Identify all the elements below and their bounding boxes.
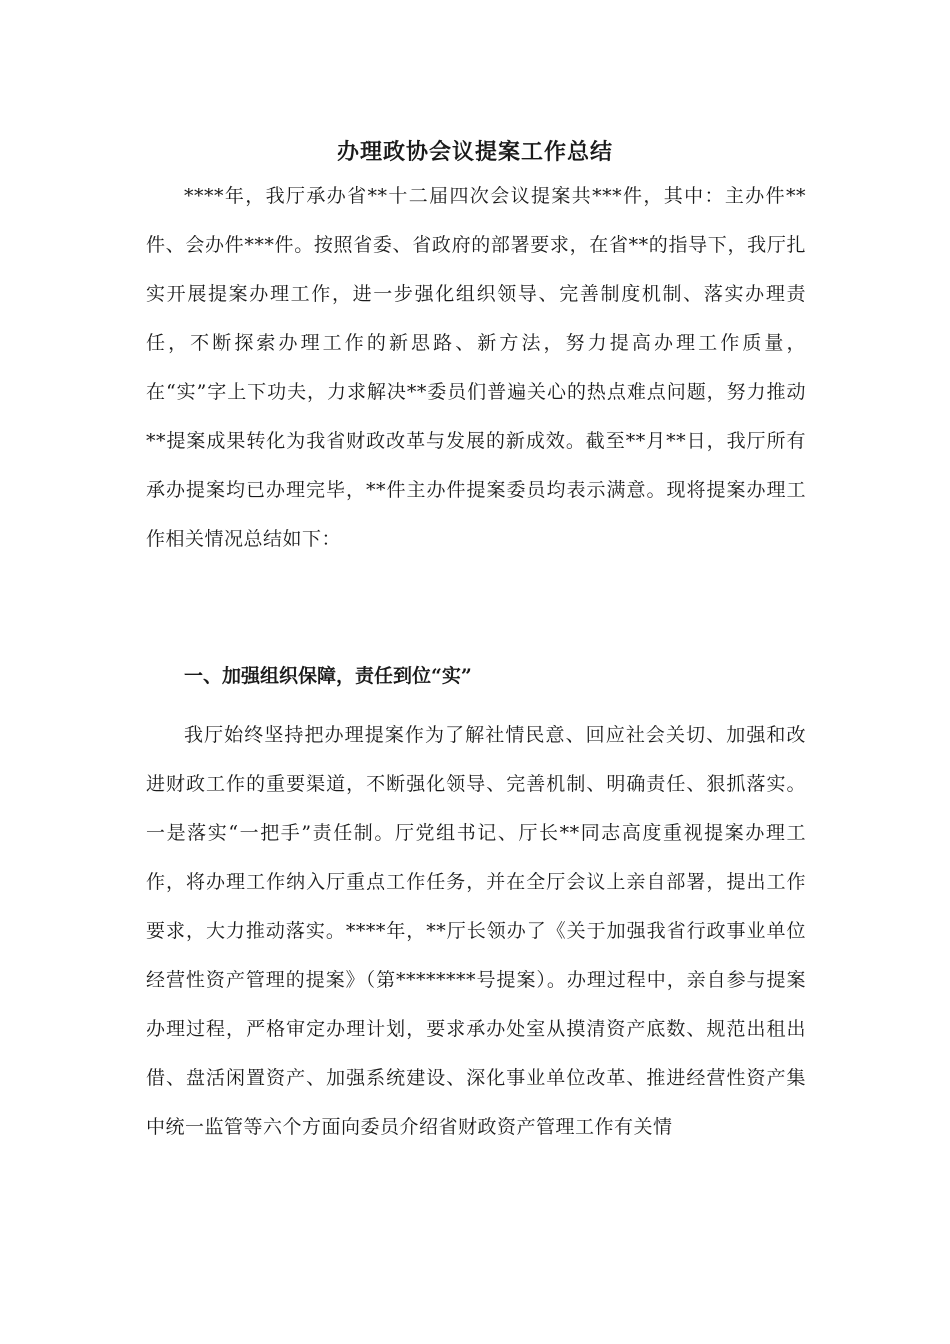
section-1-paragraph: 我厅始终坚持把办理提案作为了解社情民意、回应社会关切、加强和改进财政工作的重要渠道，不断强化领导、完善机制、明确责任、狠抓落实。一是落实“一把手”责任制。厅党组书记、厅长**同志高度重视提案办理工作，将办理工作纳入厅重点工作任务，并在全厅会议上亲自部署，提出工作要求，大力推动落实。****年，**厅长领办了《关于加强我省行政事业单位经营性资产管理的提案》（第********号提案）。办理过程中，亲自参与提案办理过程，严格审定办理计划，要求承办处室从摸清资产底数、规范出租出借、盘活闲置资产、加强系统建设、深化事业单位改革、推进经营性资产集中统一监管等六个方面向委员介绍省财政资产管理工作有关情 xyxy=(146,724,806,1138)
intro-paragraph: ****年，我厅承办省**十二届四次会议提案共***件，其中：主办件**件、会办件***件。按照省委、省政府的部署要求，在省**的指导下，我厅扎实开展提案办理工作，进一步强化组织领导、完善制度机制、落实办理责任，不断探索办理工作的新思路、新方法，努力提高办理工作质量，在“实”字上下功夫，力求解决**委员们普遍关心的热点难点问题，努力推动**提案成果转化为我省财政改革与发展的新成效。截至**月**日，我厅所有承办提案均已办理完毕，**件主办件提案委员均表示满意。现将提案办理工作相关情况总结如下： xyxy=(146,185,806,550)
section-heading-1: 一、加强组织保障，责任到位“实” xyxy=(184,665,472,687)
document-title: 办理政协会议提案工作总结 xyxy=(336,139,613,165)
